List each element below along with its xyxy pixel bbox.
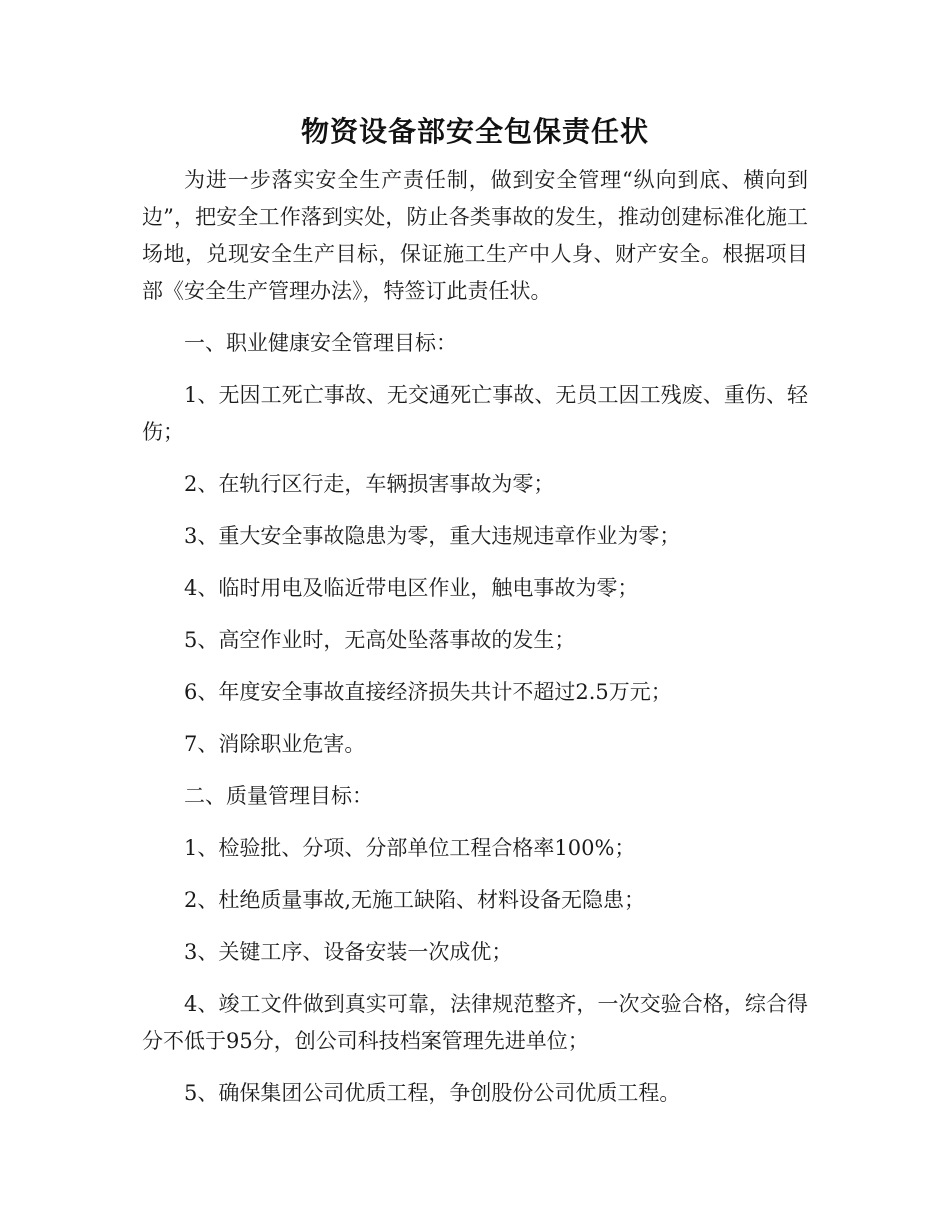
section-heading-quality: 二、质量管理目标：: [184, 784, 373, 808]
safety-item-5: 5、高空作业时，无高处坠落事故的发生；: [184, 628, 576, 652]
safety-item-7: 7、消除职业危害。: [184, 732, 366, 756]
safety-item-1: 1、无因工死亡事故、无交通死亡事故、无员工因工残废、重伤、轻伤；: [142, 383, 808, 444]
quality-item-4: 4、竣工文件做到真实可靠，法律规范整齐，一次交验合格，综合得分不低于95分，创公司科技档案管理先进单位；: [142, 992, 808, 1053]
intro-paragraph: 为进一步落实安全生产责任制，做到安全管理“纵向到底、横向到边”，把安全工作落到实处，防止各类事故的发生，推动创建标准化施工场地，兑现安全生产目标，保证施工生产中人身、财产安全。根据项目部《安全生产管理办法》，特签订此责任状。: [142, 168, 808, 303]
quality-item-5: 5、确保集团公司优质工程，争创股份公司优质工程。: [184, 1081, 681, 1105]
safety-item-2: 2、在轨行区行走，车辆损害事故为零；: [184, 472, 555, 496]
quality-item-3: 3、关键工序、设备安装一次成优；: [184, 940, 513, 964]
quality-item-1: 1、检验批、分项、分部单位工程合格率100%；: [184, 836, 636, 860]
document-body: [142, 162, 808, 1112]
document-title: 物资设备部安全包保责任状: [300, 115, 649, 148]
safety-item-6: 6、年度安全事故直接经济损失共计不超过2.5万元；: [184, 680, 672, 704]
safety-item-4: 4、临时用电及临近带电区作业，触电事故为零；: [184, 576, 639, 600]
safety-item-3: 3、重大安全事故隐患为零，重大违规违章作业为零；: [184, 524, 681, 548]
quality-item-2: 2、杜绝质量事故,无施工缺陷、材料设备无隐患；: [184, 888, 646, 912]
section-heading-safety: 一、职业健康安全管理目标：: [184, 331, 457, 355]
